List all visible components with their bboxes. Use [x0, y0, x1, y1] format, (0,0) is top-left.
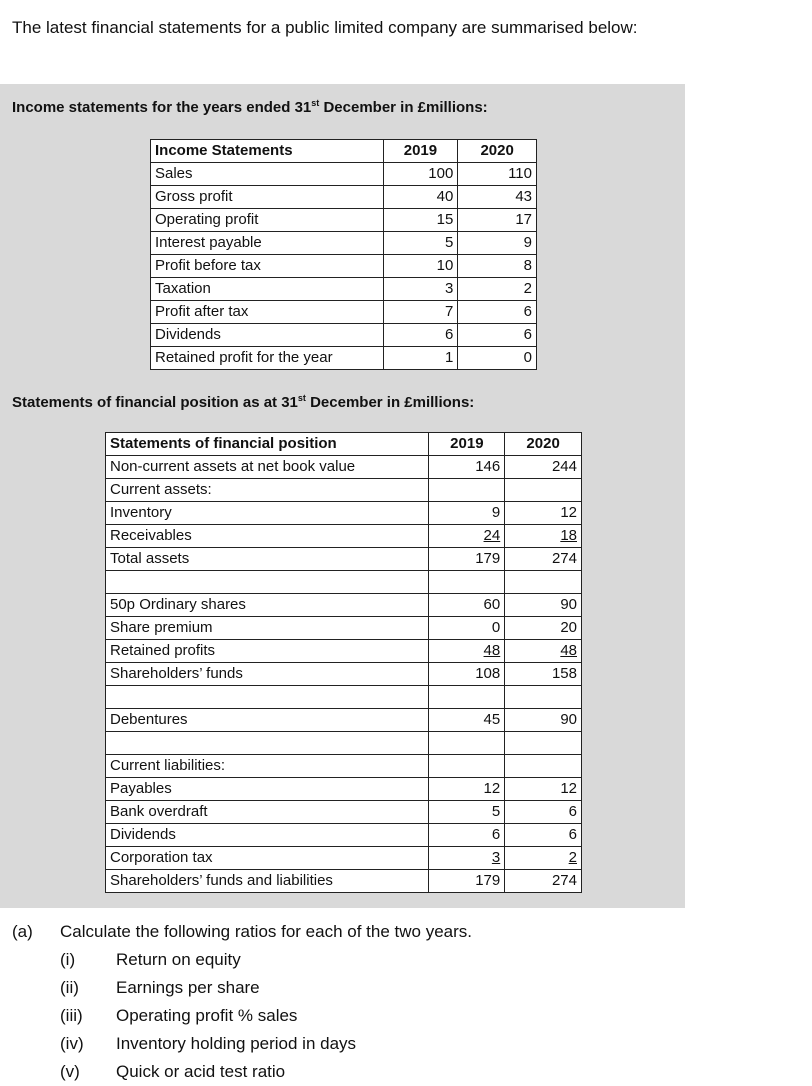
- income-row: [151, 163, 537, 186]
- sofp-row: [106, 709, 582, 732]
- value-y2019: 9: [429, 502, 505, 525]
- sofp-row: [106, 571, 582, 594]
- sofp-row: [106, 847, 582, 870]
- value-y2019: 146: [429, 456, 505, 479]
- row-label: Bank overdraft: [106, 801, 429, 824]
- row-label: Payables: [106, 778, 429, 801]
- row-label: Sales: [151, 163, 384, 186]
- value-y2020: [505, 479, 582, 502]
- sofp-row: [106, 548, 582, 571]
- row-label: Taxation: [151, 278, 384, 301]
- sofp-row: [106, 801, 582, 824]
- value-y2019: 60: [429, 594, 505, 617]
- row-label: Current assets:: [106, 479, 429, 502]
- row-label: Debentures: [106, 709, 429, 732]
- row-label: Profit before tax: [151, 255, 384, 278]
- sofp-row: [106, 594, 582, 617]
- sofp-row: [106, 640, 582, 663]
- value-y2020: 0: [458, 347, 537, 370]
- value-y2020: 20: [505, 617, 582, 640]
- header-year: 2019: [383, 140, 458, 163]
- sofp-heading: Statements of financial position as at 31st December in £millions:: [12, 393, 475, 411]
- value-y2020: 12: [505, 778, 582, 801]
- value-y2020: [505, 755, 582, 778]
- value-y2020: 6: [505, 801, 582, 824]
- value-y2020: 158: [505, 663, 582, 686]
- value-y2020: 6: [458, 301, 537, 324]
- income-row: [151, 324, 537, 347]
- table-header-row: [106, 433, 582, 456]
- value-y2020: [505, 732, 582, 755]
- question-item-text: Inventory holding period in days: [116, 1034, 357, 1053]
- income-statement-table: [150, 139, 537, 370]
- value-y2019: 5: [383, 232, 458, 255]
- value-y2019: 108: [429, 663, 505, 686]
- value-y2020: 274: [505, 870, 582, 893]
- question-label: (a): [12, 922, 33, 941]
- table-header-row: [151, 140, 537, 163]
- value-y2019: 3: [383, 278, 458, 301]
- value-y2019: 7: [383, 301, 458, 324]
- row-label: Share premium: [106, 617, 429, 640]
- value-y2020: 12: [505, 502, 582, 525]
- question-item-number: (v): [60, 1062, 80, 1081]
- value-y2020: 6: [505, 824, 582, 847]
- sofp-row: [106, 479, 582, 502]
- sofp-row: [106, 686, 582, 709]
- row-label: Dividends: [106, 824, 429, 847]
- value-y2020: 274: [505, 548, 582, 571]
- value-y2019: 0: [429, 617, 505, 640]
- value-y2019: 15: [383, 209, 458, 232]
- question-item-number: (i): [60, 950, 76, 969]
- sofp-row: [106, 778, 582, 801]
- income-row: [151, 278, 537, 301]
- financial-position-table: [105, 432, 582, 893]
- value-y2020: 90: [505, 709, 582, 732]
- value-y2019: 10: [383, 255, 458, 278]
- row-label: Current liabilities:: [106, 755, 429, 778]
- row-label: Interest payable: [151, 232, 384, 255]
- row-label: Receivables: [106, 525, 429, 548]
- value-y2020: 2: [458, 278, 537, 301]
- value-y2020: 110: [458, 163, 537, 186]
- row-label: 50p Ordinary shares: [106, 594, 429, 617]
- sofp-row: [106, 456, 582, 479]
- income-row: [151, 232, 537, 255]
- value-y2019: 6: [429, 824, 505, 847]
- value-y2019: 6: [383, 324, 458, 347]
- value-y2020: [505, 571, 582, 594]
- value-y2019: 12: [429, 778, 505, 801]
- header-label: Statements of financial position: [106, 433, 429, 456]
- sofp-row: [106, 755, 582, 778]
- value-y2019: [429, 732, 505, 755]
- value-y2019: [429, 479, 505, 502]
- header-label: Income Statements: [151, 140, 384, 163]
- income-row: [151, 186, 537, 209]
- value-y2019: 40: [383, 186, 458, 209]
- sofp-row: [106, 502, 582, 525]
- header-year: 2019: [429, 433, 505, 456]
- value-y2019: 24: [429, 525, 505, 548]
- value-y2020: 6: [458, 324, 537, 347]
- row-label: Non-current assets at net book value: [106, 456, 429, 479]
- income-row: [151, 255, 537, 278]
- value-y2020: 8: [458, 255, 537, 278]
- value-y2019: [429, 571, 505, 594]
- sofp-row: [106, 617, 582, 640]
- value-y2019: 1: [383, 347, 458, 370]
- sofp-row: [106, 663, 582, 686]
- row-label: Operating profit: [151, 209, 384, 232]
- row-label: Retained profit for the year: [151, 347, 384, 370]
- income-row: [151, 347, 537, 370]
- sofp-row: [106, 732, 582, 755]
- row-label: Retained profits: [106, 640, 429, 663]
- value-y2019: 48: [429, 640, 505, 663]
- sofp-row: [106, 525, 582, 548]
- question-item-text: Quick or acid test ratio: [116, 1062, 286, 1081]
- question-text: Calculate the following ratios for each of the two years.: [60, 922, 472, 941]
- row-label: Total assets: [106, 548, 429, 571]
- value-y2020: 48: [505, 640, 582, 663]
- value-y2020: 17: [458, 209, 537, 232]
- row-label: [106, 686, 429, 709]
- value-y2019: 45: [429, 709, 505, 732]
- value-y2020: 9: [458, 232, 537, 255]
- question-item-text: Operating profit % sales: [116, 1006, 298, 1025]
- question-item-text: Earnings per share: [116, 978, 260, 997]
- question-item-number: (ii): [60, 978, 79, 997]
- row-label: [106, 571, 429, 594]
- question-item-number: (iv): [60, 1034, 84, 1053]
- value-y2019: [429, 686, 505, 709]
- sofp-row: [106, 824, 582, 847]
- value-y2019: [429, 755, 505, 778]
- value-y2020: 18: [505, 525, 582, 548]
- value-y2019: 179: [429, 870, 505, 893]
- row-label: [106, 732, 429, 755]
- value-y2020: 2: [505, 847, 582, 870]
- value-y2019: 3: [429, 847, 505, 870]
- value-y2019: 179: [429, 548, 505, 571]
- header-year: 2020: [505, 433, 582, 456]
- sofp-row: [106, 870, 582, 893]
- row-label: Dividends: [151, 324, 384, 347]
- header-year: 2020: [458, 140, 537, 163]
- row-label: Corporation tax: [106, 847, 429, 870]
- row-label: Shareholders’ funds: [106, 663, 429, 686]
- row-label: Profit after tax: [151, 301, 384, 324]
- value-y2019: 5: [429, 801, 505, 824]
- value-y2020: 43: [458, 186, 537, 209]
- row-label: Shareholders’ funds and liabilities: [106, 870, 429, 893]
- question-item-number: (iii): [60, 1006, 83, 1025]
- income-row: [151, 301, 537, 324]
- row-label: Inventory: [106, 502, 429, 525]
- question-item-text: Return on equity: [116, 950, 241, 969]
- intro-text: The latest financial statements for a public limited company are summarised below:: [12, 18, 638, 37]
- value-y2020: 244: [505, 456, 582, 479]
- income-heading: Income statements for the years ended 31st December in £millions:: [12, 98, 488, 116]
- row-label: Gross profit: [151, 186, 384, 209]
- value-y2019: 100: [383, 163, 458, 186]
- income-row: [151, 209, 537, 232]
- value-y2020: 90: [505, 594, 582, 617]
- value-y2020: [505, 686, 582, 709]
